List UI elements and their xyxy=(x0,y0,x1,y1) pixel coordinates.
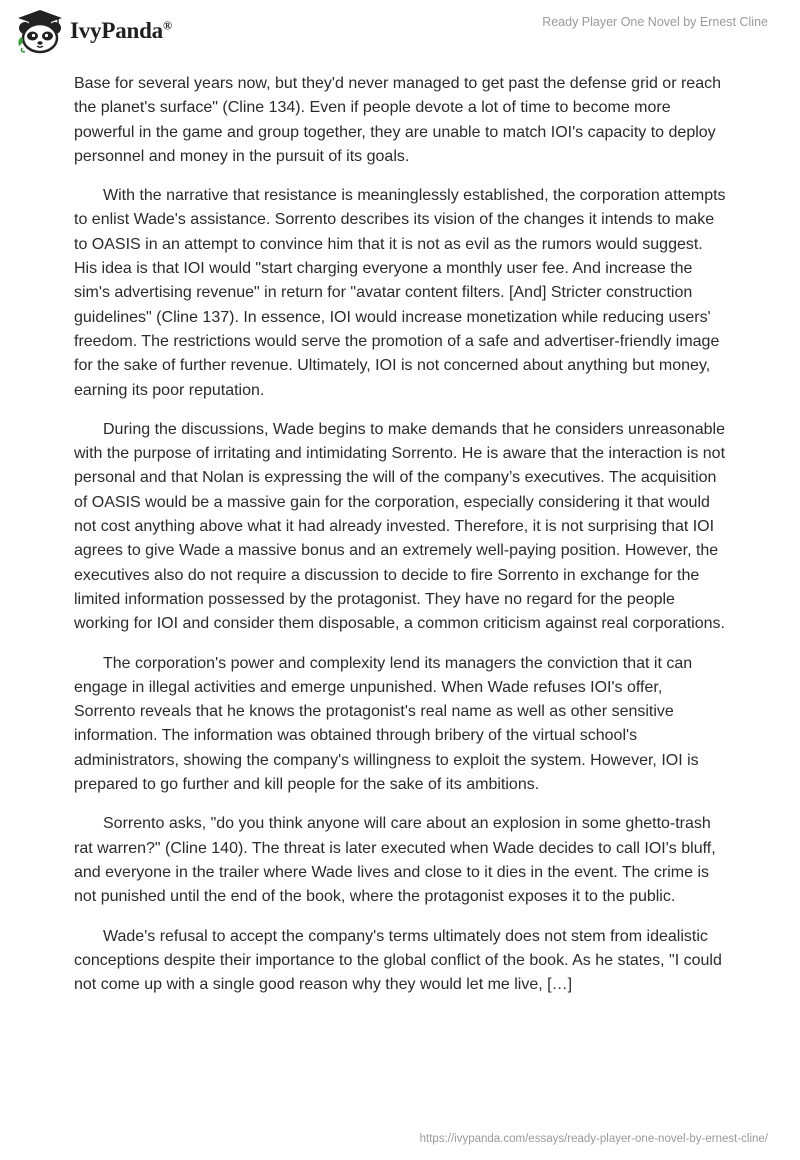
paragraph: During the discussions, Wade begins to make demands that he considers unreasonable with the purpose of irritating and intimidating Sorrento. He is aware that the interaction is not personal and that Nolan is expressing the will of the company’s executives. The acquisition of OASIS would be a massive gain for the corporation, especially considering it that would not cost anything above what it had already invested. Therefore, it is not surprising that IOI agrees to give Wade a massive bonus and an extremely well-paying position. However, the executives also do not require a discussion to decide to fire Sorrento in exchange for the limited information possessed by the protagonist. They have no regard for the people working for IOI and consider them disposable, a common criticism against real corporations. xyxy=(74,420,726,633)
paragraph: The corporation's power and complexity lend its managers the conviction that it can engage in illegal activities and emerge unpunished. When Wade refuses IOI's offer, Sorrento reveals that he knows the protagonist's real name as well as other sensitive information. The information was obtained through bribery of the virtual school's administrators, showing the company's willingness to exploit the system. However, IOI is prepared to go further and kill people for the sake of its ambitions. xyxy=(74,654,699,794)
source-url[interactable]: https://ivypanda.com/essays/ready-player-one-novel-by-ernest-cline/ xyxy=(419,1133,768,1145)
paragraph: Base for several years now, but they'd never managed to get past the defense grid or reach the planet's surface" (Cline 134). Even if people devote a lot of time to become more powerful in the game and group together, they are unable to match IOI's capacity to deploy personnel and money in the pursuit of its goals. xyxy=(74,75,721,165)
paragraph: With the narrative that resistance is meaninglessly established, the corporation attempts to enlist Wade's assistance. Sorrento describes its vision of the changes it intends to make to OASIS in an attempt to convince him that it is not as evil as the rumors would suggest. His idea is that IOI would "start charging everyone a monthly user fee. And increase the sim's advertising revenue" in return for "avatar content filters. [And] Stricter construction guidelines" (Cline 137). In essence, IOI would increase monetization while reducing users' freedom. The restrictions would serve the promotion of a safe and advertiser-friendly image for the sake of further revenue. Ultimately, IOI is not concerned about anything but money, earning its poor reputation. xyxy=(74,187,726,399)
paragraph: Sorrento asks, "do you think anyone will care about an explosion in some ghetto-trash rat warren?" (Cline 140). The threat is later executed when Wade decides to call IOI's bluff, and everyone in the trailer where Wade lives and close to it dies in the event. The crime is not punished until the end of the book, where the protagonist exposes it to the public. xyxy=(74,815,716,906)
ivypanda-logo[interactable] xyxy=(16,8,172,54)
logo-text: IvyPanda xyxy=(70,18,163,43)
paragraph: Wade's refusal to accept the company's terms ultimately does not stem from idealistic conceptions despite their importance to the global conflict of the book. As he states, "I could not come up with a single good reason why they would let me live, […] xyxy=(74,927,722,994)
essay-body xyxy=(74,72,728,1012)
document-title: Ready Player One Novel by Ernest Cline xyxy=(542,15,768,29)
panda-graduate-icon xyxy=(16,8,64,54)
page-header xyxy=(0,0,800,70)
registered-mark: ® xyxy=(162,18,172,33)
